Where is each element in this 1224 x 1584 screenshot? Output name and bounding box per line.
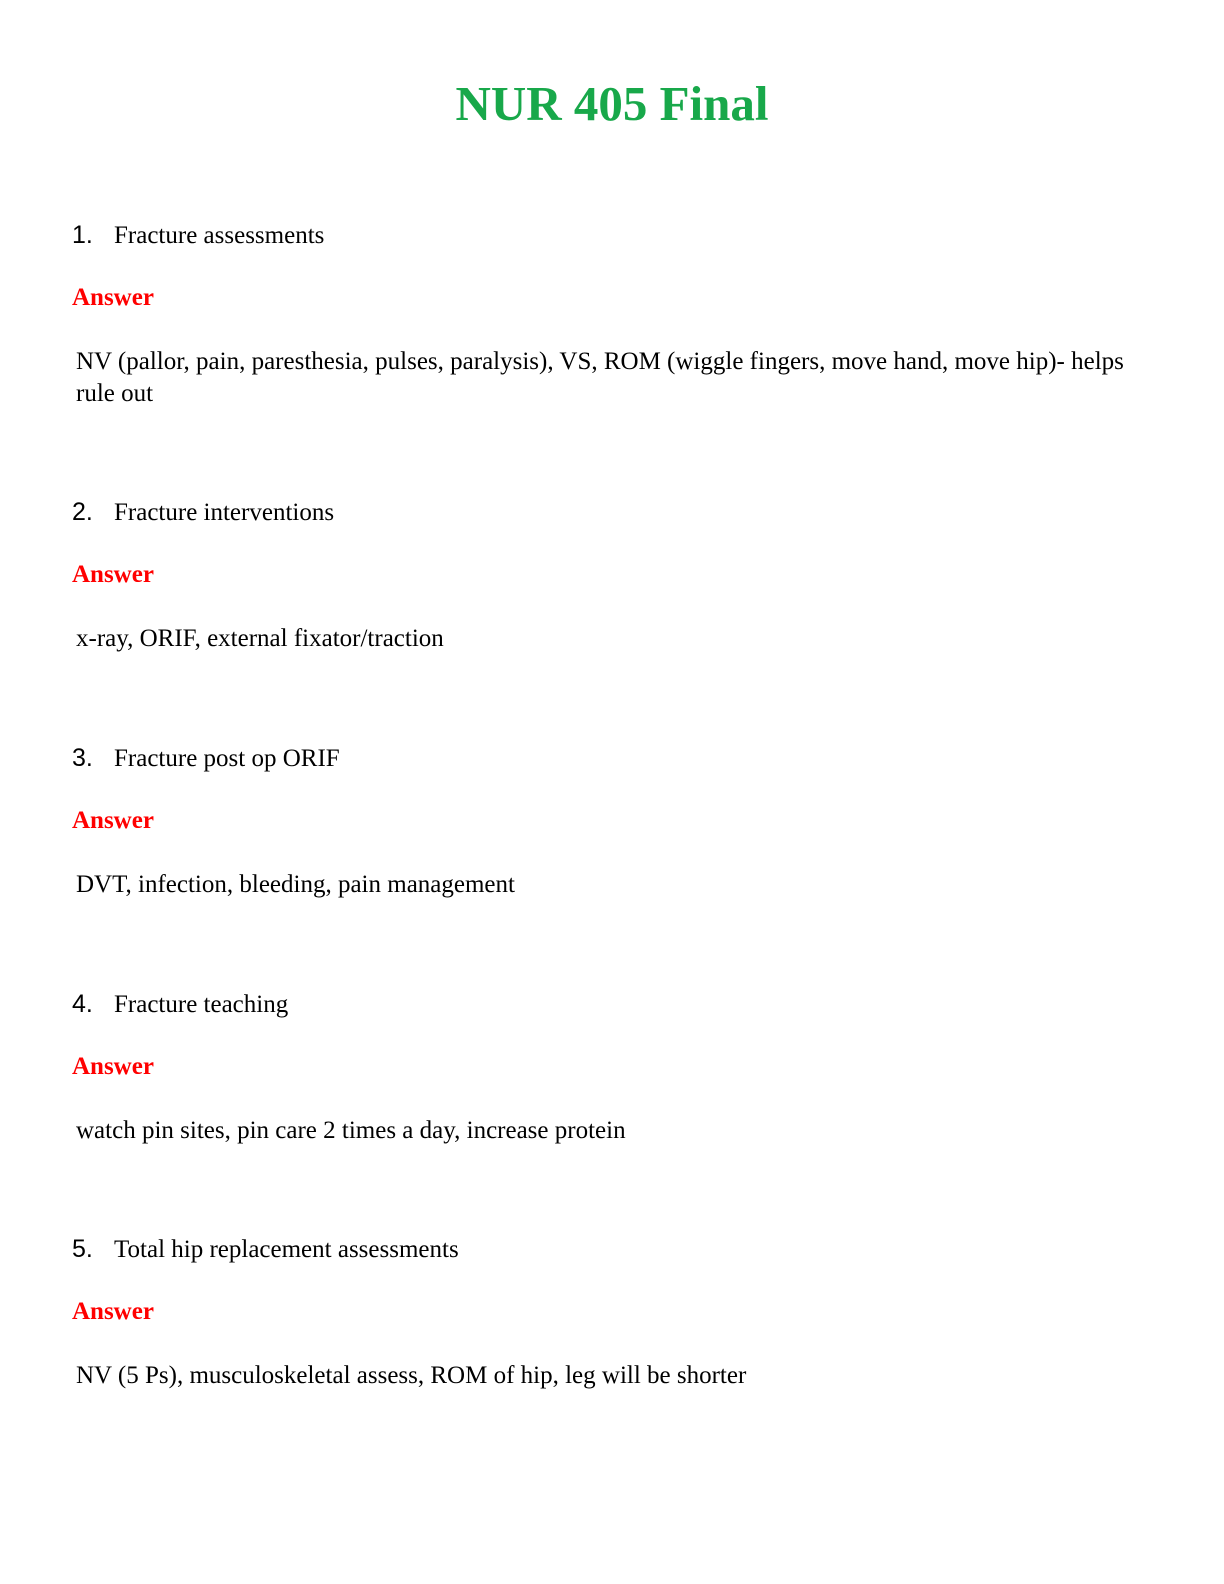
question-block bbox=[72, 218, 1152, 410]
question-number: 5. bbox=[72, 1235, 93, 1263]
question-number: 1. bbox=[72, 221, 93, 249]
answer-text: watch pin sites, pin care 2 times a day, increase protein bbox=[76, 1117, 626, 1144]
answer-text: NV (pallor, pain, paresthesia, pulses, paralysis), VS, ROM (wiggle fingers, move hand, move hip)- helps rule out bbox=[76, 348, 1124, 407]
question-number: 4. bbox=[72, 990, 93, 1018]
question-line bbox=[72, 495, 1152, 529]
question-line bbox=[72, 218, 1152, 252]
question-text: Fracture teaching bbox=[114, 991, 289, 1018]
question-block bbox=[72, 741, 1152, 901]
question-block bbox=[72, 1232, 1152, 1392]
question-block bbox=[72, 495, 1152, 655]
question-line bbox=[72, 1232, 1152, 1266]
page-title: NUR 405 Final bbox=[455, 76, 769, 131]
question-block bbox=[72, 987, 1152, 1147]
question-text: Total hip replacement assessments bbox=[114, 1236, 459, 1263]
answer-label: Answer bbox=[72, 1298, 154, 1325]
question-number: 3. bbox=[72, 744, 93, 772]
question-line bbox=[72, 741, 1152, 775]
answer-label: Answer bbox=[72, 561, 154, 588]
question-text: Fracture assessments bbox=[114, 222, 325, 249]
question-number: 2. bbox=[72, 498, 93, 526]
answer-text: NV (5 Ps), musculoskeletal assess, ROM of hip, leg will be shorter bbox=[76, 1362, 747, 1389]
answer-label: Answer bbox=[72, 807, 154, 834]
question-text: Fracture post op ORIF bbox=[114, 745, 340, 772]
answer-text: x-ray, ORIF, external fixator/traction bbox=[76, 625, 444, 652]
answer-text: DVT, infection, bleeding, pain management bbox=[76, 871, 515, 898]
answer-label: Answer bbox=[72, 284, 154, 311]
answer-label: Answer bbox=[72, 1053, 154, 1080]
question-text: Fracture interventions bbox=[114, 499, 335, 526]
question-line bbox=[72, 987, 1152, 1021]
